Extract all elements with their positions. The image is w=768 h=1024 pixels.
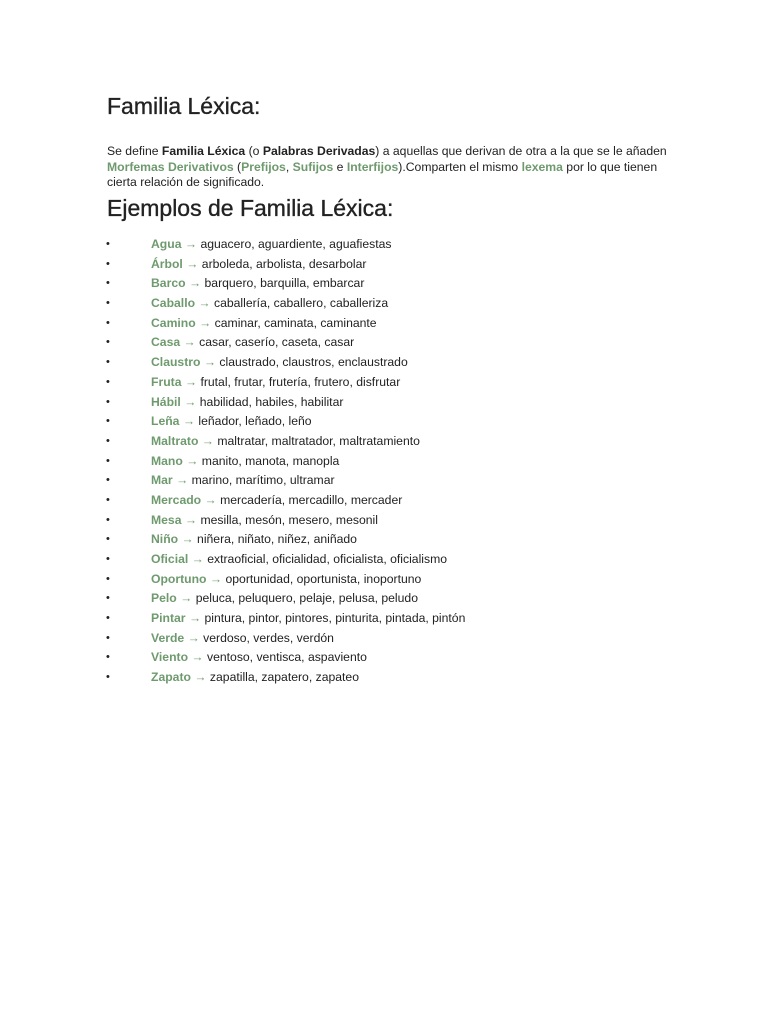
arrow-right-icon: → — [183, 335, 196, 350]
arrow-right-icon: → — [184, 237, 198, 251]
example-word-link[interactable]: Mesa — [151, 512, 182, 527]
example-word-link[interactable]: Mano — [151, 453, 183, 468]
list-item — [0, 275, 768, 295]
example-word-link[interactable]: Fruta — [151, 374, 182, 389]
example-word-link[interactable]: Pintar — [151, 611, 186, 626]
example-entry — [151, 472, 335, 488]
example-word-link[interactable]: Agua — [151, 237, 182, 251]
arrow-right-icon: → — [176, 473, 189, 488]
derived-words: oportunidad, oportunista, inoportuno — [225, 571, 422, 586]
list-item — [0, 472, 768, 492]
link-sufijos[interactable]: Sufijos — [292, 159, 334, 174]
bullet-icon: • — [106, 474, 110, 487]
bullet-icon: • — [106, 395, 110, 408]
arrow-right-icon: → — [199, 315, 212, 330]
example-entry — [151, 551, 447, 567]
link-interfijos[interactable]: Interfijos — [346, 159, 399, 174]
derived-words: frutal, frutar, frutería, frutero, disfrutar — [200, 374, 401, 389]
list-item — [0, 256, 768, 276]
example-entry — [151, 354, 408, 370]
example-word-link[interactable]: Mar — [151, 473, 173, 488]
derived-words: mercadería, mercadillo, mercader — [220, 492, 403, 507]
derived-words: habilidad, habiles, habilitar — [199, 394, 344, 409]
arrow-right-icon: → — [191, 650, 204, 665]
arrow-right-icon: → — [186, 453, 199, 468]
bullet-icon: • — [106, 533, 110, 546]
list-item — [0, 630, 768, 650]
list-item — [0, 649, 768, 669]
example-entry — [151, 669, 359, 685]
list-item — [0, 354, 768, 374]
example-entry — [151, 649, 367, 665]
bullet-icon: • — [106, 513, 110, 526]
derived-words: casar, caserío, caseta, casar — [199, 335, 355, 350]
derived-words: niñera, niñato, niñez, aniñado — [197, 532, 357, 547]
derived-words: mesilla, mesón, mesero, mesonil — [200, 512, 378, 527]
bullet-icon: • — [106, 238, 110, 250]
bullet-icon: • — [106, 415, 110, 428]
arrow-right-icon: → — [184, 394, 197, 409]
example-word-link[interactable]: Casa — [151, 335, 181, 350]
arrow-right-icon: → — [201, 433, 214, 448]
intro-text: , — [285, 159, 293, 174]
derived-words: zapatilla, zapatero, zapateo — [209, 670, 359, 685]
intro-text: e — [333, 159, 347, 174]
derived-words: maltratar, maltratador, maltratamiento — [217, 433, 420, 448]
example-word-link[interactable]: Oficial — [151, 552, 189, 566]
bullet-icon: • — [106, 336, 110, 349]
bullet-icon: • — [106, 257, 110, 270]
term-palabras-derivadas: Palabras Derivadas — [262, 144, 376, 159]
arrow-right-icon: → — [194, 670, 207, 685]
intro-text: por lo que tienen cierta relación de significado. — [107, 159, 658, 190]
intro-paragraph — [107, 144, 667, 191]
arrow-right-icon: → — [188, 611, 202, 626]
bullet-icon: • — [106, 612, 110, 625]
example-word-link[interactable]: Viento — [151, 650, 189, 665]
arrow-right-icon: → — [182, 414, 196, 429]
arrow-right-icon: → — [191, 552, 204, 566]
intro-text: Se define — [107, 144, 162, 159]
bullet-icon: • — [106, 553, 110, 565]
bullet-icon: • — [106, 651, 110, 664]
bullet-icon: • — [106, 297, 110, 310]
arrow-right-icon: → — [204, 492, 217, 507]
example-entry — [151, 630, 334, 646]
list-item — [0, 551, 768, 571]
term-familia-lexica: Familia Léxica — [161, 144, 246, 159]
example-entry — [151, 492, 402, 508]
example-word-link[interactable]: Caballo — [151, 296, 196, 311]
example-entry — [151, 275, 364, 291]
list-item — [0, 590, 768, 610]
example-entry — [151, 590, 418, 606]
list-item — [0, 295, 768, 315]
intro-text: ( — [233, 159, 242, 174]
arrow-right-icon: → — [203, 355, 217, 370]
bullet-icon: • — [106, 493, 110, 506]
bullet-icon: • — [106, 356, 110, 369]
bullet-icon: • — [106, 592, 110, 605]
bullet-icon: • — [106, 671, 110, 684]
bullet-icon: • — [106, 434, 110, 447]
derived-words: caminar, caminata, caminante — [214, 315, 377, 330]
list-item — [0, 453, 768, 473]
intro-text: ) a aquellas que derivan de otra a la que se le añaden — [375, 144, 667, 159]
derived-words: aguacero, aguardiente, aguafiestas — [200, 237, 392, 251]
example-entry — [151, 610, 465, 626]
list-item — [0, 374, 768, 394]
arrow-right-icon: → — [186, 256, 199, 271]
example-entry — [151, 334, 354, 350]
derived-words: pintura, pintor, pintores, pinturita, pintada, pintón — [204, 611, 466, 626]
bullet-icon: • — [106, 454, 110, 467]
bullet-icon: • — [106, 277, 110, 290]
intro-text: (o — [245, 144, 263, 159]
example-entry — [151, 374, 400, 390]
arrow-right-icon: → — [184, 512, 198, 527]
link-prefijos[interactable]: Prefijos — [241, 159, 286, 174]
example-entry — [151, 571, 421, 587]
example-entry — [151, 236, 392, 252]
derived-words: peluca, peluquero, pelaje, pelusa, peludo — [195, 591, 418, 606]
example-entry — [151, 512, 378, 528]
example-word-link[interactable]: Verde — [151, 630, 185, 645]
example-word-link[interactable]: Mercado — [151, 492, 202, 507]
example-entry — [151, 433, 420, 449]
arrow-right-icon: → — [209, 571, 223, 586]
list-item — [0, 413, 768, 433]
list-item — [0, 315, 768, 335]
derived-words: leñador, leñado, leño — [198, 414, 312, 429]
example-word-link[interactable]: Oportuno — [151, 571, 207, 586]
example-entry — [151, 413, 312, 429]
derived-words: extraoficial, oficialidad, oficialista, oficialismo — [207, 552, 448, 566]
derived-words: arboleda, arbolista, desarbolar — [201, 256, 367, 271]
list-item — [0, 571, 768, 591]
example-entry — [151, 394, 343, 410]
list-item — [0, 394, 768, 414]
list-item — [0, 433, 768, 453]
intro-text: ).Comparten el mismo — [398, 159, 522, 174]
derived-words: caballería, caballero, caballeriza — [214, 296, 389, 311]
example-word-link[interactable]: Claustro — [151, 355, 201, 370]
example-entry — [151, 453, 339, 469]
example-word-link[interactable]: Niño — [151, 532, 179, 547]
list-item — [0, 492, 768, 512]
bullet-icon: • — [106, 631, 110, 644]
arrow-right-icon: → — [184, 374, 198, 389]
derived-words: barquero, barquilla, embarcar — [204, 276, 365, 291]
link-morfemas-derivativos[interactable]: Morfemas Derivativos — [107, 159, 234, 174]
example-word-link[interactable]: Maltrato — [151, 433, 199, 448]
link-lexema[interactable]: lexema — [521, 159, 563, 174]
derived-words: ventoso, ventisca, aspaviento — [207, 650, 367, 665]
arrow-right-icon: → — [187, 630, 200, 645]
examples-list — [0, 236, 768, 689]
example-entry — [151, 295, 388, 311]
derived-words: claustrado, claustros, enclaustrado — [219, 355, 408, 370]
example-word-link[interactable]: Barco — [151, 276, 186, 291]
example-entry — [151, 531, 357, 547]
list-item — [0, 236, 768, 256]
arrow-right-icon: → — [180, 591, 193, 606]
example-word-link[interactable]: Pelo — [151, 591, 177, 606]
list-item — [0, 512, 768, 532]
example-word-link[interactable]: Zapato — [151, 670, 191, 685]
example-word-link[interactable]: Hábil — [151, 394, 181, 409]
derived-words: manito, manota, manopla — [201, 453, 340, 468]
examples-heading: Ejemplos de Familia Léxica: — [107, 195, 394, 221]
example-word-link[interactable]: Leña — [151, 414, 180, 429]
list-item — [0, 610, 768, 630]
page-title: Familia Léxica: — [107, 93, 261, 119]
list-item — [0, 669, 768, 689]
example-word-link[interactable]: Camino — [151, 315, 196, 330]
arrow-right-icon: → — [188, 276, 202, 291]
list-item — [0, 334, 768, 354]
arrow-right-icon: → — [198, 296, 211, 311]
list-item — [0, 531, 768, 551]
example-word-link[interactable]: Árbol — [151, 256, 183, 271]
arrow-right-icon: → — [181, 532, 194, 547]
derived-words: marino, marítimo, ultramar — [191, 473, 335, 488]
example-entry — [151, 256, 366, 272]
example-entry — [151, 315, 377, 331]
bullet-icon: • — [106, 316, 110, 329]
derived-words: verdoso, verdes, verdón — [203, 630, 334, 645]
bullet-icon: • — [106, 572, 110, 585]
bullet-icon: • — [106, 375, 110, 388]
